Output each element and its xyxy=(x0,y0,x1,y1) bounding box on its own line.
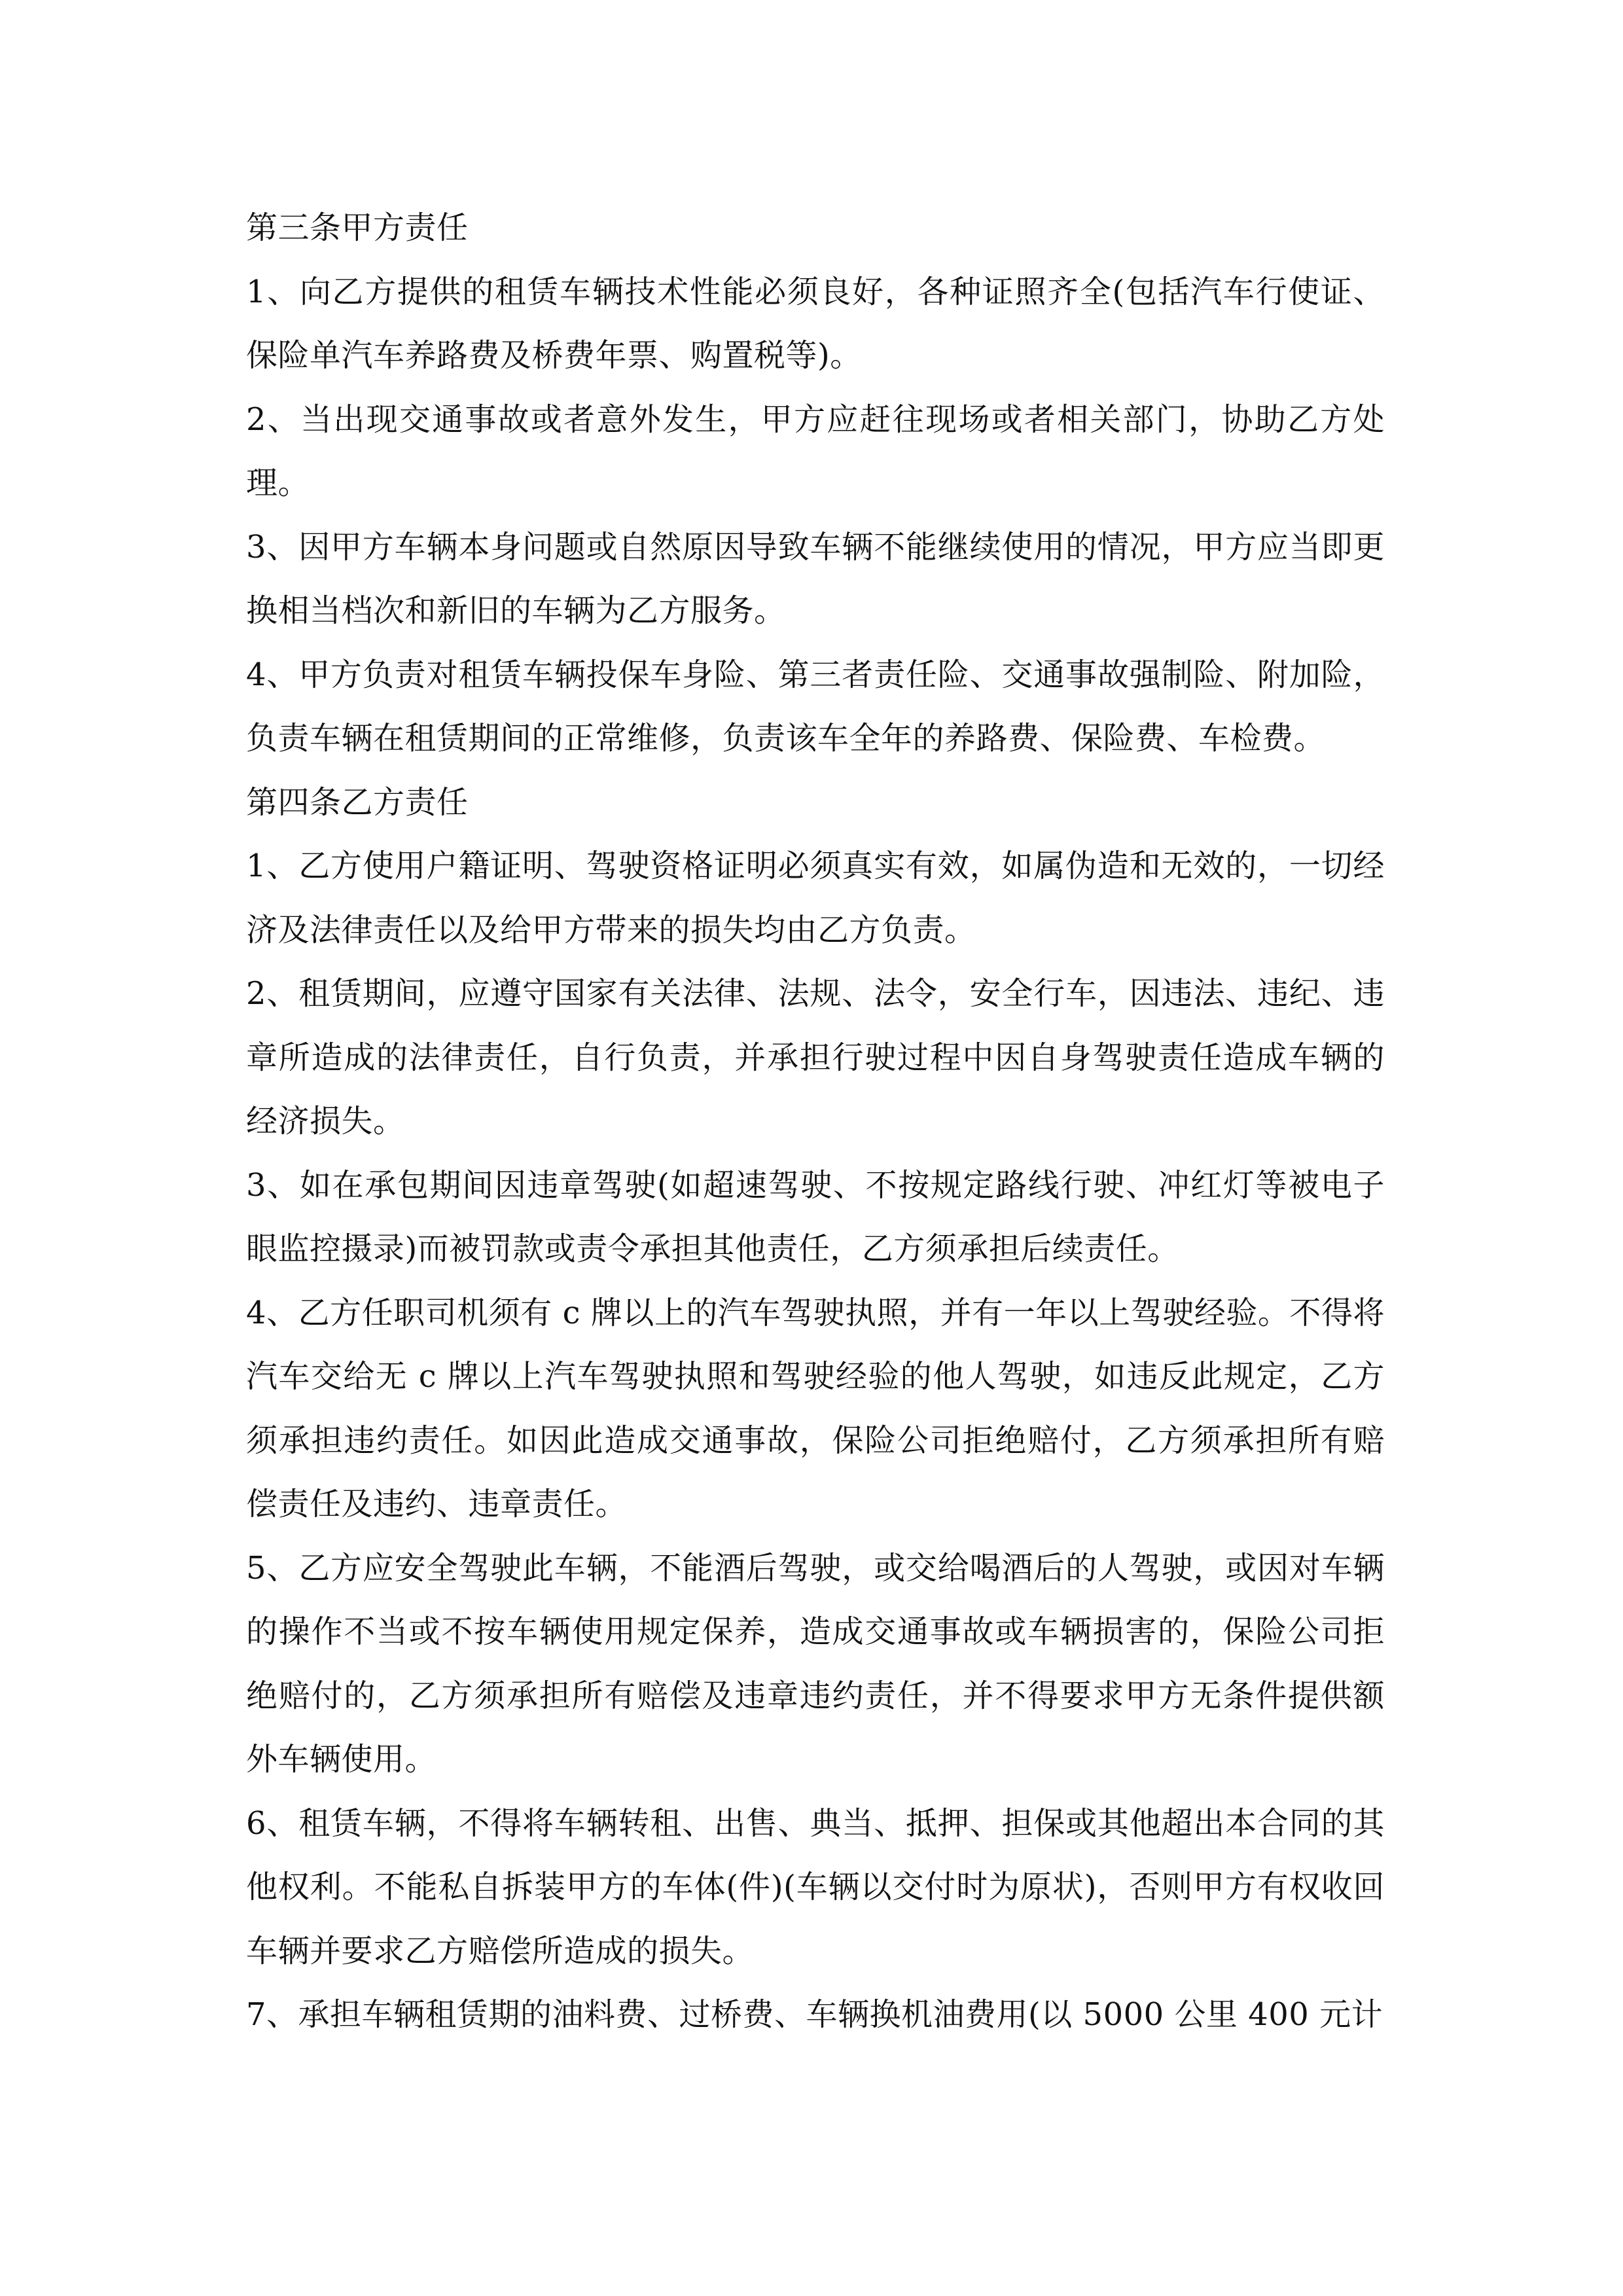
section-4-item-3: 3、如在承包期间因违章驾驶(如超速驾驶、不按规定路线行驶、冲红灯等被电子眼监控摄录)而被罚款或责令承担其他责任，乙方须承担后续责任。 xyxy=(246,1166,1385,1267)
section-4-heading: 第四条乙方责任 xyxy=(246,783,469,821)
section-3-item-3: 3、因甲方车辆本身问题或自然原因导致车辆不能继续使用的情况，甲方应当即更换相当档次和新旧的车辆为乙方服务。 xyxy=(246,528,1385,629)
section-4-item-1: 1、乙方使用户籍证明、驾驶资格证明必须真实有效，如属伪造和无效的，一切经济及法律责任以及给甲方带来的损失均由乙方负责。 xyxy=(246,848,1385,948)
section-4-item-5: 5、乙方应安全驾驶此车辆，不能酒后驾驶，或交给喝酒后的人驾驶，或因对车辆的操作不当或不按车辆使用规定保养，造成交通事故或车辆损害的，保险公司拒绝赔付的，乙方须承担所有赔偿及违章违约责任，并不得要求甲方无条件提供额外车辆使用。 xyxy=(246,1549,1385,1778)
section-4-item-2: 2、租赁期间，应遵守国家有关法律、法规、法令，安全行车，因违法、违纪、违章所造成的法律责任，自行负责，并承担行驶过程中因自身驾驶责任造成车辆的经济损失。 xyxy=(246,975,1385,1139)
section-3-heading: 第三条甲方责任 xyxy=(246,209,469,246)
document-body xyxy=(246,196,1385,2047)
section-4-item-7: 7、承担车辆租赁期的油料费、过桥费、车辆换机油费用(以 5000 公里 400 元计 xyxy=(246,1996,1383,2033)
section-4-item-4: 4、乙方任职司机须有 c 牌以上的汽车驾驶执照，并有一年以上驾驶经验。不得将汽车交给无 c 牌以上汽车驾驶执照和驾驶经验的他人驾驶，如违反此规定，乙方须承担违约责任。如因此造成交通事故，保险公司拒绝赔付，乙方须承担所有赔偿责任及违约、违章责任。 xyxy=(246,1294,1385,1522)
section-3-item-4: 4、甲方负责对租赁车辆投保车身险、第三者责任险、交通事故强制险、附加险，负责车辆在租赁期间的正常维修，负责该车全年的养路费、保险费、车检费。 xyxy=(246,656,1385,757)
section-3-item-2: 2、当出现交通事故或者意外发生，甲方应赶往现场或者相关部门，协助乙方处理。 xyxy=(246,401,1385,501)
section-3-item-1: 1、向乙方提供的租赁车辆技术性能必须良好，各种证照齐全(包括汽车行使证、保险单汽车养路费及桥费年票、购置税等)。 xyxy=(246,273,1385,374)
section-4-item-6: 6、租赁车辆，不得将车辆转租、出售、典当、抵押、担保或其他超出本合同的其他权利。不能私自拆装甲方的车体(件)(车辆以交付时为原状)，否则甲方有权收回车辆并要求乙方赔偿所造成的损失。 xyxy=(246,1804,1385,1969)
